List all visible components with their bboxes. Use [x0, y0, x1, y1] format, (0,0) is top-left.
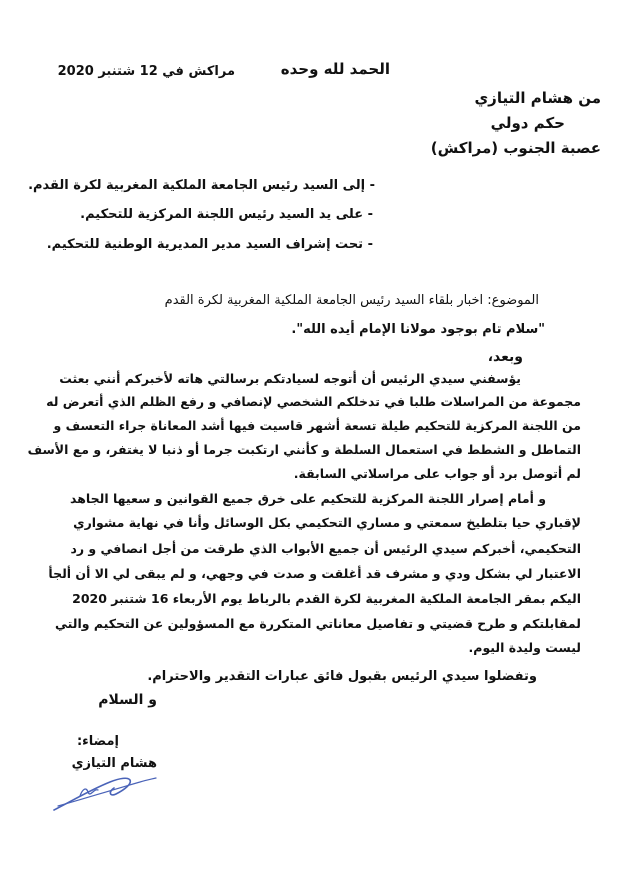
signature-label: إمضاء:: [76, 734, 119, 749]
body-line: من اللجنة المركزية للتحكيم طيلة تسعة أشهر قاسيت فيها أشد المعاناة جراء التعسف و: [53, 418, 581, 433]
sender-name: من هشام التيازي: [474, 89, 601, 107]
body-opening: وبعد،: [487, 349, 523, 365]
body-line: لإقباري حيا بتلطيخ سمعتي و مساري التحكيمي بكل الوسائل وأنا في نهاية مشواري: [73, 515, 581, 530]
body-line: التماطل و الشطط في استعمال السلطة و كأنني ارتكبت جرما أو ذنبا لا يغتفر، و مع الأسف: [27, 442, 581, 457]
subject-line: الموضوع: اخبار بلقاء السيد رئيس الجامعة الملكية المغربية لكرة القدم: [164, 293, 539, 308]
recipient-line: - تحت إشراف السيد مدير المديرية الوطنية للتحكيم.: [46, 237, 373, 252]
body-line: و أمام إصرار اللجنة المركزية للتحكيم على خرق جميع القوانين و سعيها الجاهد: [70, 491, 546, 506]
sender-title: حكم دولي: [490, 114, 565, 132]
sender-league: عصبة الجنوب (مراكش): [430, 139, 601, 157]
body-line: ليست وليدة اليوم.: [468, 640, 581, 655]
body-line: الاعتبار لي بشكل ودي و مشرف قد أغلقت و صدت في وجهي، و لم يبقى لي الا أن ألجأ: [48, 566, 581, 581]
body-line: التحكيمي، أخبركم سيدي الرئيس أن جميع الأبواب الذي طرقت من أجل انصافي و رد: [70, 541, 581, 556]
body-line: يؤسفني سيدي الرئيس أن أتوجه لسيادتكم برسالتي هاته لأخبركم أنني بعثت: [59, 371, 521, 386]
body-line: اليكم بمقر الجامعة الملكية المغربية لكرة القدم بالرباط يوم الأربعاء 16 شتنبر 2020: [72, 591, 581, 606]
signature-name: هشام التيازي: [71, 756, 157, 771]
handwritten-signature: [50, 770, 160, 815]
basmala: الحمد لله وحده: [280, 60, 390, 78]
recipient-line: - إلى السيد رئيس الجامعة الملكية المغربية لكرة القدم.: [28, 178, 375, 193]
date-place: مراكش في 12 شتنبر 2020: [57, 64, 235, 79]
body-line: مجموعة من المراسلات طلبا في تدخلكم الشخصي لإنصافي و رفع الظلم الذي أتعرض له: [46, 394, 581, 409]
closing-regards: وتفضلوا سيدي الرئيس بقبول فائق عبارات التقدير والاحترام.: [147, 669, 537, 684]
body-line: لمقابلتكم و طرح قضيتي و تفاصيل معاناتي المتكررة مع المسؤولين عن التحكيم والتي: [55, 616, 581, 631]
body-line: لم أتوصل برد أو جواب على مراسلاتي السابقة.: [293, 466, 581, 481]
greeting-line: "سلام تام بوجود مولانا الإمام أيده الله".: [291, 322, 545, 337]
closing-salam: و السلام: [98, 692, 157, 708]
recipient-line: - على يد السيد رئيس اللجنة المركزية للتحكيم.: [80, 207, 373, 222]
